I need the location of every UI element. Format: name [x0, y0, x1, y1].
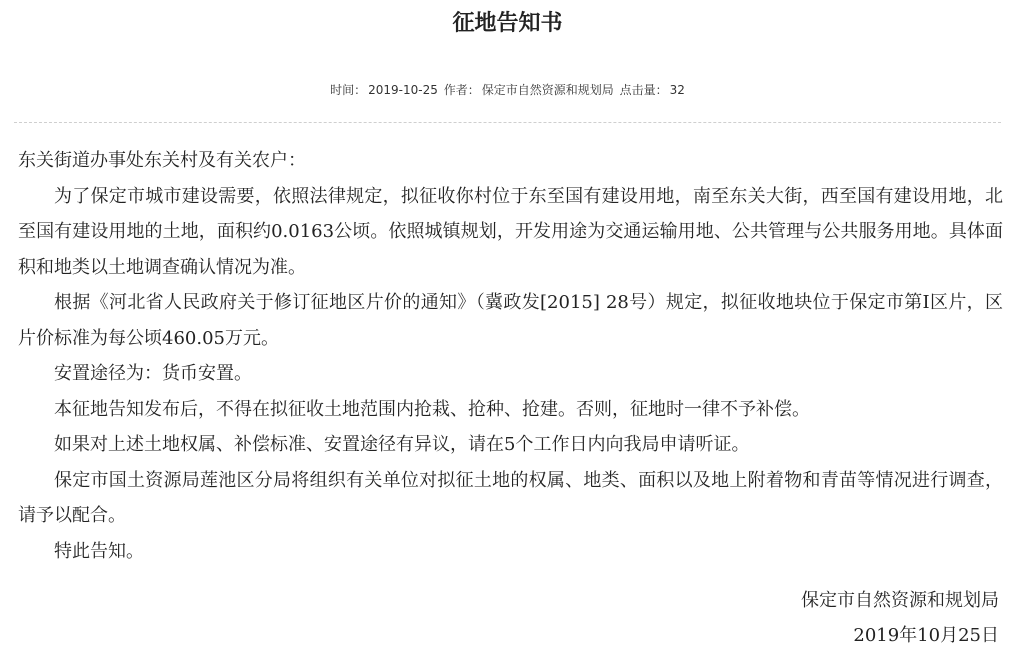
paragraph-hearing: 如果对上述土地权属、补偿标准、安置途径有异议，请在5个工作日内向我局申请听证。: [54, 434, 750, 455]
paragraph-purpose: 为了保定市城市建设需要，依照法律规定，拟征收你村位于东至国有建设用地，南至东关大街，西至国有建设用地，北至国有建设用地的土地，面积约0.0163公顷。依照城镇规划，开发用途为交通运输用地、公共管理与公共服务用地。具体面积和地类以土地调查确认情况为准。: [18, 185, 1003, 278]
paragraph-closing: 特此告知。: [54, 540, 144, 562]
paragraph-investigation: 保定市国土资源局莲池区分局将组织有关单位对拟征土地的权属、地类、面积以及地上附着物和青苗等情况进行调查，请予以配合。: [18, 469, 1003, 526]
page-title: 征地告知书: [452, 11, 563, 36]
signature-block: [801, 583, 999, 653]
click-count: 32: [669, 83, 685, 97]
signature-org: 保定市自然资源和规划局: [801, 590, 999, 611]
author-name: 保定市自然资源和规划局: [481, 83, 614, 97]
publish-time: 2019-10-25: [368, 83, 438, 97]
time-label: 时间：: [330, 83, 367, 97]
signature-date: 2019年10月25日: [853, 625, 999, 646]
article-body: [18, 143, 1003, 569]
clicks-label: 点击量：: [619, 83, 668, 97]
salutation: 东关街道办事处东关村及有关农户：: [18, 150, 306, 171]
dashed-divider: [14, 122, 1001, 123]
author-label: 作者：: [443, 83, 480, 97]
paragraph-compensation-basis: 根据《河北省人民政府关于修订征地区片价的通知》（冀政发[2015] 28号）规定，拟征收地块位于保定市第Ⅰ区片，区片价标准为每公顷460.05万元。: [18, 292, 1003, 349]
paragraph-prohibition: 本征地告知发布后，不得在拟征收土地范围内抢栽、抢种、抢建。否则，征地时一律不予补偿。: [54, 398, 810, 420]
article-meta: [0, 80, 1015, 100]
paragraph-resettlement: 安置途径为：货币安置。: [54, 363, 252, 384]
